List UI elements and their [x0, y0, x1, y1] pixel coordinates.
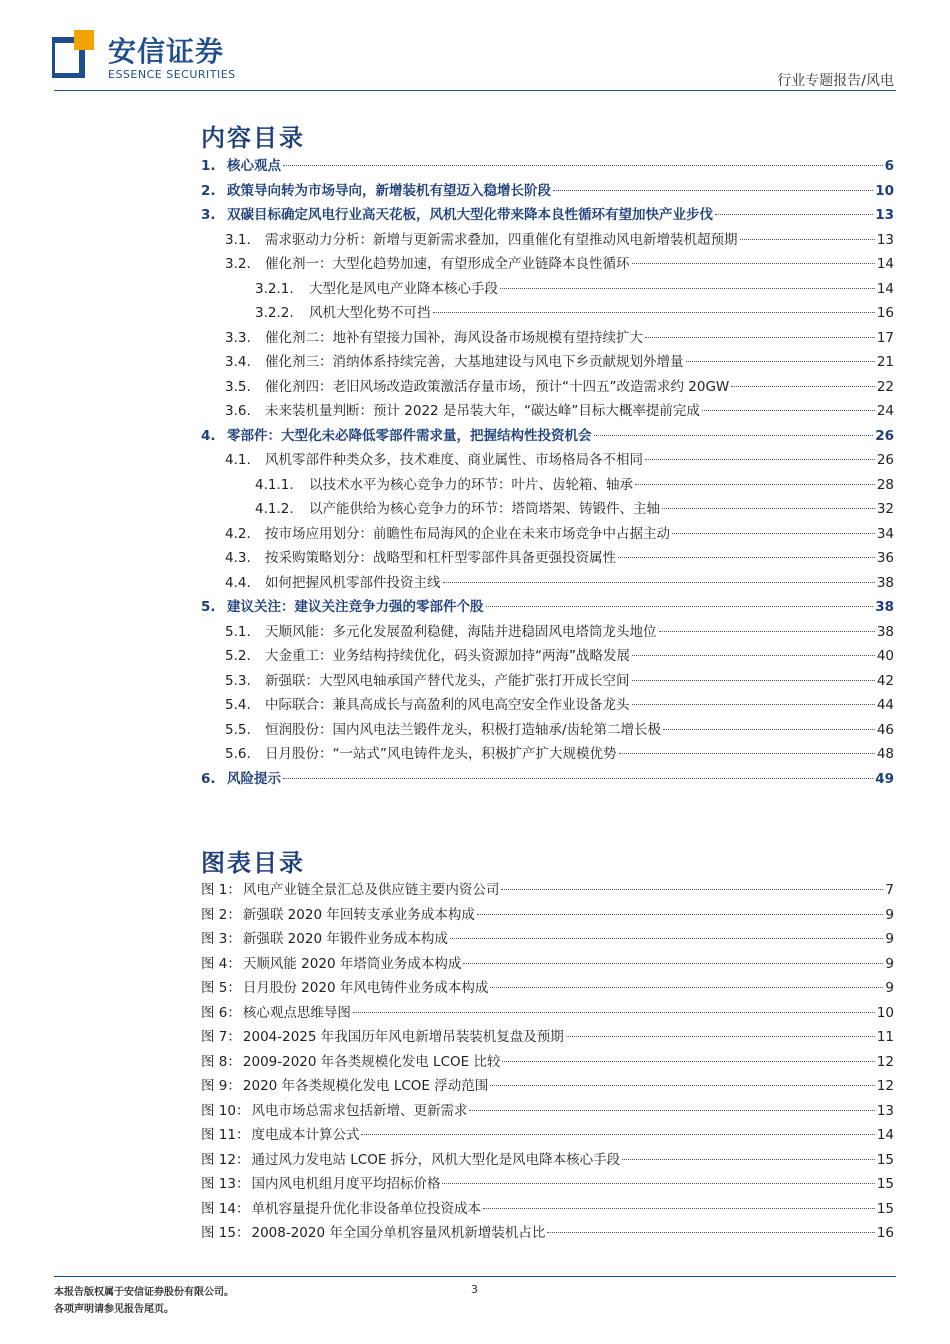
toc-number: 5.4. — [225, 697, 251, 713]
toc-number: 3.5. — [225, 378, 251, 395]
page-header — [0, 0, 950, 92]
toc-number: 4.1.2. — [255, 501, 294, 517]
toc-number: 3.4. — [225, 354, 251, 370]
figure-page: 14 — [876, 1127, 894, 1143]
dot-leader — [450, 938, 884, 939]
figure-entry[interactable] — [201, 1148, 894, 1173]
toc-text: 风机零部件种类众多，技术难度、商业属性、市场格局各不相同 — [265, 452, 643, 468]
toc-entry[interactable] — [201, 326, 894, 351]
dot-leader — [361, 1134, 874, 1135]
toc-text: 天顺风能：多元化发展盈利稳健，海陆并进稳固风电塔筒龙头地位 — [265, 623, 657, 640]
figure-page: 9 — [885, 931, 894, 947]
figure-entry[interactable] — [201, 1025, 894, 1050]
dot-leader — [672, 533, 875, 534]
toc-entry[interactable] — [201, 375, 894, 400]
figure-number: 图 1： — [201, 882, 241, 898]
figure-page: 7 — [885, 882, 894, 898]
toc-number: 5. — [201, 599, 216, 615]
dot-leader — [283, 165, 883, 166]
figure-page: 13 — [876, 1102, 894, 1119]
figure-entry[interactable] — [201, 878, 894, 903]
toc-number: 4.1.1. — [255, 476, 294, 493]
figure-text: 日月股份 2020 年风电铸件业务成本构成 — [242, 980, 489, 996]
figure-page: 9 — [885, 980, 894, 996]
toc-entry[interactable] — [201, 620, 894, 645]
toc-entry[interactable] — [201, 252, 894, 277]
dot-leader — [702, 410, 875, 411]
dot-leader — [443, 582, 875, 583]
toc-text: 大金重工：业务结构持续优化，码头资源加持“两海”战略发展 — [265, 648, 630, 664]
toc-text: 催化剂四：老旧风场改造政策激活存量市场，预计“十四五”改造需求约 20GW — [265, 378, 730, 395]
dot-leader — [433, 312, 875, 313]
figure-page: 16 — [876, 1225, 894, 1241]
toc-number: 1. — [201, 158, 216, 174]
toc-number: 4.1. — [225, 452, 251, 468]
dot-leader — [502, 1061, 874, 1062]
toc-page: 49 — [875, 770, 894, 787]
dot-leader — [594, 435, 874, 436]
figure-number: 图 2： — [201, 906, 241, 923]
toc-entry[interactable] — [201, 571, 894, 596]
toc-page: 24 — [876, 403, 894, 419]
dot-leader — [663, 729, 875, 730]
toc-number: 3.1. — [225, 231, 251, 248]
figure-number: 图 7： — [201, 1029, 241, 1045]
toc-text: 按采购策略划分：战略型和杠杆型零部件具备更强投资属性 — [265, 550, 616, 566]
header-divider — [54, 90, 896, 91]
toc-entry[interactable] — [201, 228, 894, 253]
figure-text: 度电成本计算公式 — [251, 1127, 360, 1143]
toc-entry[interactable] — [201, 693, 894, 718]
dot-leader — [635, 484, 875, 485]
figure-text: 核心观点思维导图 — [242, 1004, 351, 1021]
figure-number: 图 4： — [201, 955, 241, 972]
dot-leader — [442, 1183, 874, 1184]
toc-number: 5.3. — [225, 672, 251, 689]
toc-text: 催化剂三：消纳体系持续完善，大基地建设与风电下乡贡献规划外增量 — [265, 354, 684, 370]
figure-number: 图 14： — [201, 1200, 250, 1217]
figure-text: 通过风力发电站 LCOE 拆分，风机大型化是风电降本核心手段 — [251, 1151, 621, 1168]
toc-text: 新强联：大型风电轴承国产替代龙头，产能扩张打开成长空间 — [265, 672, 630, 689]
company-logo-icon — [52, 30, 96, 78]
figures-title: 图表目录 — [201, 849, 305, 877]
table-of-contents — [201, 154, 894, 791]
figure-text: 天顺风能 2020 年塔筒业务成本构成 — [242, 955, 462, 972]
toc-number: 4.4. — [225, 574, 251, 591]
figure-page: 9 — [885, 955, 894, 972]
toc-entry[interactable] — [201, 595, 894, 620]
figure-text: 2020 年各类规模化发电 LCOE 浮动范围 — [242, 1078, 489, 1094]
dot-leader — [353, 1012, 875, 1013]
toc-page: 10 — [875, 182, 894, 199]
figure-entry[interactable] — [201, 927, 894, 952]
dot-leader — [477, 914, 884, 915]
copyright-notice: 本报告版权属于安信证券股份有限公司。 — [54, 1287, 234, 1298]
dot-leader — [490, 1085, 875, 1086]
figure-text: 风电产业链全景汇总及供应链主要内资公司 — [242, 882, 500, 898]
dot-leader — [645, 337, 875, 338]
figure-page: 12 — [876, 1078, 894, 1094]
toc-entry[interactable] — [201, 522, 894, 547]
figure-number: 图 3： — [201, 931, 241, 947]
dot-leader — [632, 263, 875, 264]
dot-leader — [662, 508, 875, 509]
figure-entry[interactable] — [201, 1221, 894, 1246]
toc-entry[interactable] — [201, 473, 894, 498]
figure-entry[interactable] — [201, 1172, 894, 1197]
dot-leader — [469, 1110, 874, 1111]
figure-number: 图 10： — [201, 1102, 250, 1119]
toc-page: 26 — [876, 452, 894, 468]
figure-entry[interactable] — [201, 1197, 894, 1222]
toc-page: 38 — [875, 599, 894, 615]
toc-page: 6 — [884, 158, 894, 174]
toc-entry[interactable] — [201, 718, 894, 743]
toc-number: 3.3. — [225, 329, 251, 346]
figure-page: 10 — [876, 1004, 894, 1021]
dot-leader — [659, 631, 875, 632]
toc-entry[interactable] — [201, 424, 894, 449]
toc-page: 22 — [876, 378, 894, 395]
toc-page: 28 — [876, 476, 894, 493]
figure-text: 单机容量提升优化非设备单位投资成本 — [251, 1200, 481, 1217]
figure-number: 图 11： — [201, 1127, 250, 1143]
toc-page: 38 — [876, 574, 894, 591]
figure-entry[interactable] — [201, 903, 894, 928]
figure-page: 15 — [876, 1151, 894, 1168]
figure-number: 图 5： — [201, 980, 241, 996]
figure-page: 9 — [885, 906, 894, 923]
toc-number: 5.1. — [225, 623, 251, 640]
dot-leader — [483, 1208, 875, 1209]
dot-leader — [547, 1232, 874, 1233]
dot-leader — [283, 778, 873, 779]
toc-page: 32 — [876, 501, 894, 517]
toc-entry[interactable] — [201, 179, 894, 204]
toc-page: 26 — [875, 427, 894, 444]
toc-entry[interactable] — [201, 301, 894, 326]
logo-english-name: ESSENCE SECURITIES — [108, 68, 236, 81]
figure-page: 15 — [876, 1200, 894, 1217]
figure-text: 2008-2020 年全国分单机容量风机新增装机占比 — [251, 1225, 546, 1241]
toc-page: 14 — [876, 280, 894, 297]
toc-text: 恒润股份：国内风电法兰锻件龙头，积极打造轴承/齿轮第二增长极 — [265, 721, 662, 738]
toc-number: 2. — [201, 182, 216, 199]
figure-number: 图 9： — [201, 1078, 241, 1094]
toc-page: 48 — [876, 746, 894, 762]
dot-leader — [632, 655, 875, 656]
toc-entry[interactable] — [201, 350, 894, 375]
figure-entry[interactable] — [201, 952, 894, 977]
toc-text: 以技术水平为核心竞争力的环节：叶片、齿轮箱、轴承 — [309, 476, 633, 493]
toc-entry[interactable] — [201, 448, 894, 473]
toc-number: 4. — [201, 427, 216, 444]
toc-text: 需求驱动力分析：新增与更新需求叠加，四重催化有望推动风电新增装机超预期 — [265, 231, 738, 248]
dot-leader — [740, 239, 875, 240]
toc-page: 46 — [876, 721, 894, 738]
dot-leader — [500, 288, 875, 289]
figure-page: 11 — [876, 1029, 894, 1045]
toc-page: 36 — [876, 550, 894, 566]
dot-leader — [715, 214, 873, 215]
toc-number: 3.2.1. — [255, 280, 294, 297]
toc-page: 21 — [876, 354, 894, 370]
toc-number: 3.6. — [225, 403, 251, 419]
dot-leader — [619, 753, 875, 754]
dot-leader — [486, 606, 874, 607]
figure-entry[interactable] — [201, 1099, 894, 1124]
figure-number: 图 13： — [201, 1176, 250, 1192]
toc-page: 38 — [876, 623, 894, 640]
figure-entry[interactable] — [201, 1001, 894, 1026]
toc-number: 4.3. — [225, 550, 251, 566]
figure-entry[interactable] — [201, 976, 894, 1001]
toc-text: 未来装机量判断：预计 2022 是吊装大年，“碳达峰”目标大概率提前完成 — [265, 403, 700, 419]
figure-entry[interactable] — [201, 1050, 894, 1075]
toc-text: 日月股份：“一站式”风电铸件龙头，积极扩产扩大规模优势 — [265, 746, 617, 762]
toc-entry[interactable] — [201, 154, 894, 179]
toc-number: 5.5. — [225, 721, 251, 738]
dot-leader — [501, 889, 883, 890]
toc-page: 34 — [876, 525, 894, 542]
report-type: 行业专题报告/风电 — [777, 73, 894, 89]
toc-text: 以产能供给为核心竞争力的环节：塔筒塔架、铸锻件、主轴 — [309, 501, 660, 517]
toc-entry[interactable] — [201, 767, 894, 792]
toc-title: 内容目录 — [201, 124, 305, 152]
toc-entry[interactable] — [201, 203, 894, 228]
toc-number: 3. — [201, 207, 216, 223]
dot-leader — [622, 1159, 875, 1160]
figure-page: 15 — [876, 1176, 894, 1192]
figure-number: 图 15： — [201, 1225, 250, 1241]
toc-text: 如何把握风机零部件投资主线 — [265, 574, 441, 591]
toc-text: 政策导向转为市场导向，新增装机有望迈入稳增长阶段 — [227, 182, 551, 199]
toc-text: 核心观点 — [227, 158, 281, 174]
figure-page: 12 — [876, 1053, 894, 1070]
toc-number: 5.2. — [225, 648, 251, 664]
footer-divider — [54, 1276, 896, 1277]
dot-leader — [566, 1036, 875, 1037]
toc-page: 13 — [876, 231, 894, 248]
figure-text: 2004-2025 年我国历年风电新增吊装装机复盘及预期 — [242, 1029, 564, 1045]
list-of-figures — [201, 878, 894, 1246]
toc-text: 催化剂二：地补有望接力国补，海风设备市场规模有望持续扩大 — [265, 329, 643, 346]
figure-text: 2009-2020 年各类规模化发电 LCOE 比较 — [242, 1053, 501, 1070]
toc-number: 5.6. — [225, 746, 251, 762]
toc-number: 4.2. — [225, 525, 251, 542]
toc-entry[interactable] — [201, 399, 894, 424]
toc-text: 中际联合：兼具高成长与高盈利的风电高空安全作业设备龙头 — [265, 697, 630, 713]
dot-leader — [618, 557, 875, 558]
figure-entry[interactable] — [201, 1074, 894, 1099]
figure-number: 图 8： — [201, 1053, 241, 1070]
toc-text: 大型化是风电产业降本核心手段 — [309, 280, 498, 297]
toc-page: 17 — [876, 329, 894, 346]
toc-text: 按市场应用划分：前瞻性布局海风的企业在未来市场竞争中占据主动 — [265, 525, 670, 542]
dot-leader — [632, 680, 875, 681]
figure-text: 新强联 2020 年回转支承业务成本构成 — [242, 906, 475, 923]
toc-entry[interactable] — [201, 277, 894, 302]
figure-text: 新强联 2020 年锻件业务成本构成 — [242, 931, 448, 947]
toc-text: 建议关注：建议关注竞争力强的零部件个股 — [227, 599, 484, 615]
figure-text: 风电市场总需求包括新增、更新需求 — [251, 1102, 468, 1119]
toc-number: 6. — [201, 770, 216, 787]
figure-text: 国内风电机组月度平均招标价格 — [251, 1176, 441, 1192]
figure-entry[interactable] — [201, 1123, 894, 1148]
toc-text: 风机大型化势不可挡 — [309, 305, 431, 321]
toc-text: 催化剂一：大型化趋势加速，有望形成全产业链降本良性循环 — [265, 256, 630, 272]
toc-entry[interactable] — [201, 497, 894, 522]
dot-leader — [632, 704, 875, 705]
figure-number: 图 6： — [201, 1004, 241, 1021]
toc-entry[interactable] — [201, 669, 894, 694]
toc-text: 双碳目标确定风电行业高天花板，风机大型化带来降本良性循环有望加快产业步伐 — [227, 207, 713, 223]
toc-page: 44 — [876, 697, 894, 713]
logo-chinese-name: 安信证券 — [108, 35, 225, 68]
toc-page: 42 — [876, 672, 894, 689]
page-number: 3 — [471, 1283, 478, 1296]
toc-entry[interactable] — [201, 546, 894, 571]
toc-page: 16 — [876, 305, 894, 321]
dot-leader — [553, 190, 873, 191]
toc-text: 零部件：大型化未必降低零部件需求量，把握结构性投资机会 — [227, 427, 592, 444]
toc-page: 40 — [876, 648, 894, 664]
toc-number: 3.2. — [225, 256, 251, 272]
toc-entry[interactable] — [201, 742, 894, 767]
toc-page: 13 — [875, 207, 894, 223]
dot-leader — [686, 361, 875, 362]
dot-leader — [645, 459, 875, 460]
toc-page: 14 — [876, 256, 894, 272]
dot-leader — [731, 386, 875, 387]
dot-leader — [463, 963, 883, 964]
toc-entry[interactable] — [201, 644, 894, 669]
toc-number: 3.2.2. — [255, 305, 294, 321]
disclaimer-notice: 各项声明请参见报告尾页。 — [54, 1304, 174, 1315]
toc-text: 风险提示 — [227, 770, 281, 787]
figure-number: 图 12： — [201, 1151, 250, 1168]
dot-leader — [490, 987, 883, 988]
